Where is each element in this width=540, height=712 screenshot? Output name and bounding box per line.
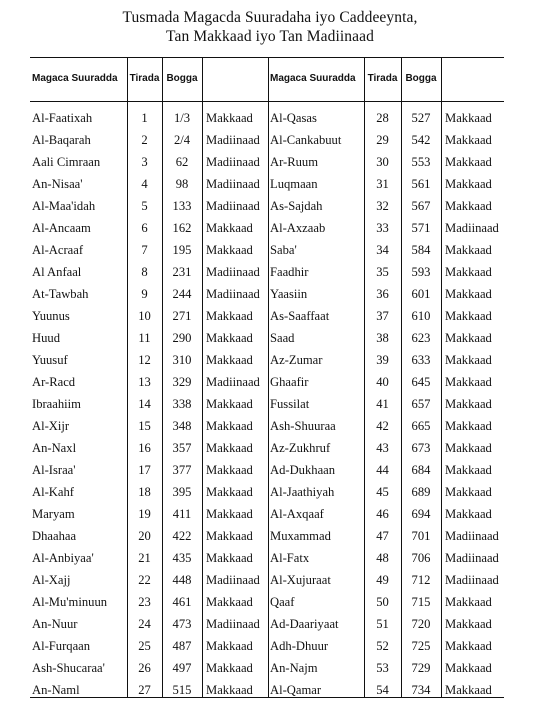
surah-name: Adh-Dhuur	[270, 639, 329, 653]
surah-number: 35	[376, 265, 389, 279]
table-row	[30, 635, 504, 657]
surah-number: 38	[376, 331, 389, 345]
page-number: 395	[172, 485, 192, 499]
surah-name: Ghaafir	[270, 375, 309, 389]
page-number: 515	[172, 683, 192, 697]
surah-index-table	[30, 57, 504, 701]
revelation-place: Makkaad	[206, 353, 253, 367]
surah-name: Muxammad	[270, 529, 331, 543]
surah-name: Al-Ancaam	[32, 221, 91, 235]
revelation-place: Makkaad	[445, 243, 492, 257]
page-number: 473	[172, 617, 192, 631]
surah-name: Al-Qamar	[270, 683, 322, 697]
surah-name: An-Najm	[270, 661, 318, 675]
surah-name: Al-Anbiyaa'	[32, 551, 94, 565]
revelation-place: Makkaad	[445, 133, 492, 147]
revelation-place: Makkaad	[206, 595, 253, 609]
revelation-place: Makkaad	[445, 683, 492, 697]
page-number: 571	[411, 221, 431, 235]
table-row	[30, 525, 504, 547]
surah-name: Al-Xijr	[32, 419, 70, 433]
revelation-place: Madiinaad	[206, 199, 260, 213]
revelation-place: Makkaad	[206, 419, 253, 433]
surah-number: 34	[376, 243, 389, 257]
revelation-place: Madiinaad	[445, 573, 499, 587]
revelation-place: Madiinaad	[206, 617, 260, 631]
revelation-place: Madiinaad	[206, 133, 260, 147]
header-place	[202, 57, 268, 101]
surah-number: 39	[376, 353, 389, 367]
page-number: 729	[411, 661, 431, 675]
table-row	[30, 371, 504, 393]
surah-name: Yuusuf	[32, 353, 68, 367]
surah-number: 15	[138, 419, 151, 433]
surah-number: 36	[376, 287, 389, 301]
surah-number: 49	[376, 573, 389, 587]
page-number: 567	[411, 199, 431, 213]
surah-number: 54	[376, 683, 389, 697]
table-row	[30, 569, 504, 591]
table-row	[30, 349, 504, 371]
revelation-place: Makkaad	[206, 397, 253, 411]
header-page: Bogga	[166, 73, 198, 84]
surah-number: 43	[376, 441, 389, 455]
surah-number: 8	[141, 265, 148, 279]
page-number: 2/4	[173, 133, 191, 147]
revelation-place: Madiinaad	[206, 287, 260, 301]
page-number: 310	[172, 353, 192, 367]
surah-number: 29	[376, 133, 389, 147]
page-number: 601	[411, 287, 431, 301]
surah-number: 3	[141, 155, 148, 169]
table-row	[30, 481, 504, 503]
surah-name: Huud	[32, 331, 60, 345]
surah-number: 47	[376, 529, 389, 543]
revelation-place: Makkaad	[445, 419, 492, 433]
table-row	[30, 657, 504, 679]
revelation-place: Makkaad	[445, 111, 492, 125]
surah-number: 2	[141, 133, 148, 147]
table-row	[30, 129, 504, 151]
page-number: 62	[175, 155, 189, 169]
revelation-place: Makkaad	[445, 155, 492, 169]
page-number: 673	[411, 441, 431, 455]
surah-number: 21	[138, 551, 151, 565]
revelation-place: Makkaad	[206, 243, 253, 257]
surah-number: 42	[376, 419, 389, 433]
table-row	[30, 195, 504, 217]
page-number: 290	[172, 331, 192, 345]
revelation-place: Makkaad	[445, 287, 492, 301]
revelation-place: Makkaad	[206, 441, 253, 455]
page-number: 377	[172, 463, 192, 477]
page-number: 712	[411, 573, 431, 587]
revelation-place: Makkaad	[445, 397, 492, 411]
document-title-line-1: Tusmada Magacda Suuradaha iyo Caddeeynta,	[122, 9, 418, 26]
revelation-place: Makkaad	[445, 463, 492, 477]
page-number: 195	[172, 243, 192, 257]
page-number: 497	[172, 661, 192, 675]
revelation-place: Makkaad	[206, 309, 253, 323]
revelation-place: Makkaad	[445, 177, 492, 191]
surah-number: 32	[376, 199, 389, 213]
page-number: 561	[411, 177, 431, 191]
table-row	[30, 239, 504, 261]
revelation-place: Makkaad	[206, 463, 253, 477]
page-number: 645	[411, 375, 431, 389]
revelation-place: Makkaad	[445, 639, 492, 653]
page-number: 329	[172, 375, 192, 389]
surah-name: Al-Xujuraat	[270, 573, 331, 587]
revelation-place: Madiinaad	[445, 529, 499, 543]
page-number: 133	[172, 199, 192, 213]
table-row	[30, 415, 504, 437]
page-number: 461	[172, 595, 192, 609]
header-number: Tirada	[129, 73, 160, 84]
revelation-place: Makkaad	[206, 639, 253, 653]
revelation-place: Madiinaad	[206, 573, 260, 587]
page-number: 271	[172, 309, 192, 323]
surah-name: Al-Jaathiyah	[270, 485, 335, 499]
table-header-row	[30, 57, 504, 101]
surah-number: 37	[376, 309, 389, 323]
surah-number: 52	[376, 639, 389, 653]
surah-name: Dhaahaa	[32, 529, 77, 543]
revelation-place: Makkaad	[445, 199, 492, 213]
surah-number: 19	[138, 507, 151, 521]
surah-number: 6	[141, 221, 148, 235]
surah-name: Al Anfaal	[32, 265, 82, 279]
revelation-place: Makkaad	[445, 309, 492, 323]
surah-name: As-Sajdah	[270, 199, 323, 213]
revelation-place: Makkaad	[445, 353, 492, 367]
table-row	[30, 591, 504, 613]
revelation-place: Makkaad	[206, 485, 253, 499]
page-number: 231	[172, 265, 192, 279]
surah-number: 46	[376, 507, 389, 521]
surah-name: Al-Israa'	[32, 463, 76, 477]
surah-number: 50	[376, 595, 389, 609]
page-number: 348	[172, 419, 192, 433]
table-row	[30, 283, 504, 305]
surah-number: 41	[376, 397, 389, 411]
surah-name: Al-Cankabuut	[270, 133, 342, 147]
surah-number: 13	[138, 375, 151, 389]
surah-number: 31	[376, 177, 389, 191]
table-row	[30, 459, 504, 481]
surah-name: Ash-Shuuraa	[270, 419, 336, 433]
page-number: 422	[172, 529, 192, 543]
table-row	[30, 305, 504, 327]
revelation-place: Makkaad	[445, 331, 492, 345]
surah-number: 14	[138, 397, 151, 411]
surah-number: 20	[138, 529, 151, 543]
surah-number: 11	[138, 331, 151, 345]
revelation-place: Makkaad	[445, 485, 492, 499]
revelation-place: Makkaad	[445, 265, 492, 279]
surah-number: 4	[141, 177, 148, 191]
surah-number: 7	[141, 243, 148, 257]
surah-name: Ad-Daariyaat	[270, 617, 339, 631]
page-number: 633	[411, 353, 431, 367]
page-number: 1/3	[173, 111, 191, 125]
page-number: 734	[411, 683, 431, 697]
surah-name: Saba'	[270, 243, 297, 257]
surah-name: Maryam	[32, 507, 75, 521]
surah-name: Al-Kahf	[32, 485, 74, 499]
surah-name: Az-Zukhruf	[270, 441, 331, 455]
surah-name: Al-Xajj	[32, 573, 71, 587]
table-row	[30, 503, 504, 525]
page-number: 701	[411, 529, 431, 543]
revelation-place: Madiinaad	[206, 265, 260, 279]
page-number: 98	[175, 177, 189, 191]
revelation-place: Makkaad	[445, 661, 492, 675]
page-number: 162	[172, 221, 192, 235]
surah-name: An-Naml	[32, 683, 80, 697]
revelation-place: Madiinaad	[445, 551, 499, 565]
surah-name: Az-Zumar	[270, 353, 323, 367]
page-number: 357	[172, 441, 192, 455]
page-number: 411	[172, 507, 192, 521]
surah-name: Saad	[270, 331, 295, 345]
page-number: 665	[411, 419, 431, 433]
surah-number: 12	[138, 353, 151, 367]
table-row	[30, 261, 504, 283]
header-place	[441, 57, 504, 101]
page-number: 244	[172, 287, 192, 301]
revelation-place: Makkaad	[206, 683, 253, 697]
page-number: 623	[411, 331, 431, 345]
surah-number: 5	[141, 199, 148, 213]
page-number: 610	[411, 309, 431, 323]
page-number: 435	[172, 551, 192, 565]
surah-name: Al-Furqaan	[32, 639, 91, 653]
revelation-place: Makkaad	[445, 441, 492, 455]
revelation-place: Makkaad	[206, 331, 253, 345]
surah-number: 25	[138, 639, 151, 653]
surah-name: Ar-Racd	[32, 375, 76, 389]
page-number: 715	[411, 595, 431, 609]
table-row	[30, 547, 504, 569]
table-row	[30, 437, 504, 459]
revelation-place: Madiinaad	[445, 221, 499, 235]
page-number: 694	[411, 507, 431, 521]
page-number: 657	[411, 397, 431, 411]
page-number: 720	[411, 617, 431, 631]
surah-name: Al-Qasas	[270, 111, 317, 125]
surah-number: 23	[138, 595, 151, 609]
surah-name: Al-Baqarah	[32, 133, 91, 147]
surah-number: 40	[376, 375, 389, 389]
revelation-place: Makkaad	[206, 551, 253, 565]
surah-name: An-Nuur	[32, 617, 78, 631]
surah-name: Ibraahiim	[32, 397, 81, 411]
surah-name: An-Nisaa'	[32, 177, 83, 191]
revelation-place: Madiinaad	[206, 177, 260, 191]
surah-number: 48	[376, 551, 389, 565]
surah-number: 16	[138, 441, 151, 455]
surah-number: 22	[138, 573, 151, 587]
surah-number: 53	[376, 661, 389, 675]
document-title-line-2: Tan Makkaad iyo Tan Madiinaad	[166, 28, 374, 45]
page-number: 338	[172, 397, 192, 411]
page-number: 584	[411, 243, 431, 257]
surah-number: 27	[138, 683, 151, 697]
surah-name: Aali Cimraan	[32, 155, 101, 169]
surah-name: Faadhir	[270, 265, 309, 279]
surah-name: Yuunus	[32, 309, 70, 323]
header-number: Tirada	[367, 73, 398, 84]
revelation-place: Makkaad	[206, 507, 253, 521]
header-surah-name: Magaca Suuradda	[32, 73, 118, 84]
surah-name: Luqmaan	[270, 177, 318, 191]
revelation-place: Makkaad	[445, 375, 492, 389]
surah-name: Al-Faatixah	[32, 111, 93, 125]
surah-number: 45	[376, 485, 389, 499]
surah-name: Al-Fatx	[270, 551, 310, 565]
surah-name: Ash-Shucaraa'	[32, 661, 105, 675]
page-number: 593	[411, 265, 431, 279]
surah-name: Yaasiin	[270, 287, 308, 301]
surah-number: 44	[376, 463, 389, 477]
surah-number: 1	[141, 111, 148, 125]
surah-number: 26	[138, 661, 151, 675]
surah-name: Al-Mu'minuun	[32, 595, 108, 609]
surah-number: 17	[138, 463, 151, 477]
surah-name: An-Naxl	[32, 441, 77, 455]
table-row	[30, 217, 504, 239]
surah-name: Ar-Ruum	[270, 155, 319, 169]
table-row	[30, 107, 504, 129]
page-number: 706	[411, 551, 431, 565]
header-page: Bogga	[405, 73, 437, 84]
surah-number: 30	[376, 155, 389, 169]
table-row	[30, 173, 504, 195]
table-row	[30, 151, 504, 173]
surah-number: 28	[376, 111, 389, 125]
surah-number: 9	[141, 287, 148, 301]
revelation-place: Makkaad	[206, 529, 253, 543]
surah-name: Qaaf	[270, 595, 295, 609]
table-row	[30, 393, 504, 415]
table-row	[30, 613, 504, 635]
page-number: 689	[411, 485, 431, 499]
page-number: 553	[411, 155, 431, 169]
revelation-place: Madiinaad	[206, 155, 260, 169]
surah-name: At-Tawbah	[32, 287, 89, 301]
surah-name: Ad-Dukhaan	[270, 463, 336, 477]
revelation-place: Madiinaad	[206, 375, 260, 389]
surah-number: 18	[138, 485, 151, 499]
surah-number: 24	[138, 617, 151, 631]
revelation-place: Makkaad	[206, 221, 253, 235]
surah-number: 51	[376, 617, 389, 631]
header-surah-name: Magaca Suuradda	[270, 73, 356, 84]
revelation-place: Makkaad	[445, 507, 492, 521]
revelation-place: Makkaad	[206, 111, 253, 125]
surah-name: Al-Acraaf	[32, 243, 84, 257]
surah-number: 33	[376, 221, 389, 235]
surah-name: Al-Axqaaf	[270, 507, 324, 521]
page-number: 684	[411, 463, 431, 477]
surah-name: As-Saaffaat	[270, 309, 330, 323]
page-number: 448	[172, 573, 192, 587]
table-row	[30, 327, 504, 349]
surah-name: Al-Maa'idah	[32, 199, 96, 213]
revelation-place: Makkaad	[445, 617, 492, 631]
revelation-place: Makkaad	[206, 661, 253, 675]
table-row	[30, 679, 504, 701]
revelation-place: Makkaad	[445, 595, 492, 609]
surah-name: Fussilat	[270, 397, 310, 411]
page-number: 542	[411, 133, 431, 147]
page-number: 725	[411, 639, 431, 653]
page-number: 487	[172, 639, 192, 653]
page-number: 527	[411, 111, 431, 125]
surah-number: 10	[138, 309, 151, 323]
surah-name: Al-Axzaab	[270, 221, 326, 235]
